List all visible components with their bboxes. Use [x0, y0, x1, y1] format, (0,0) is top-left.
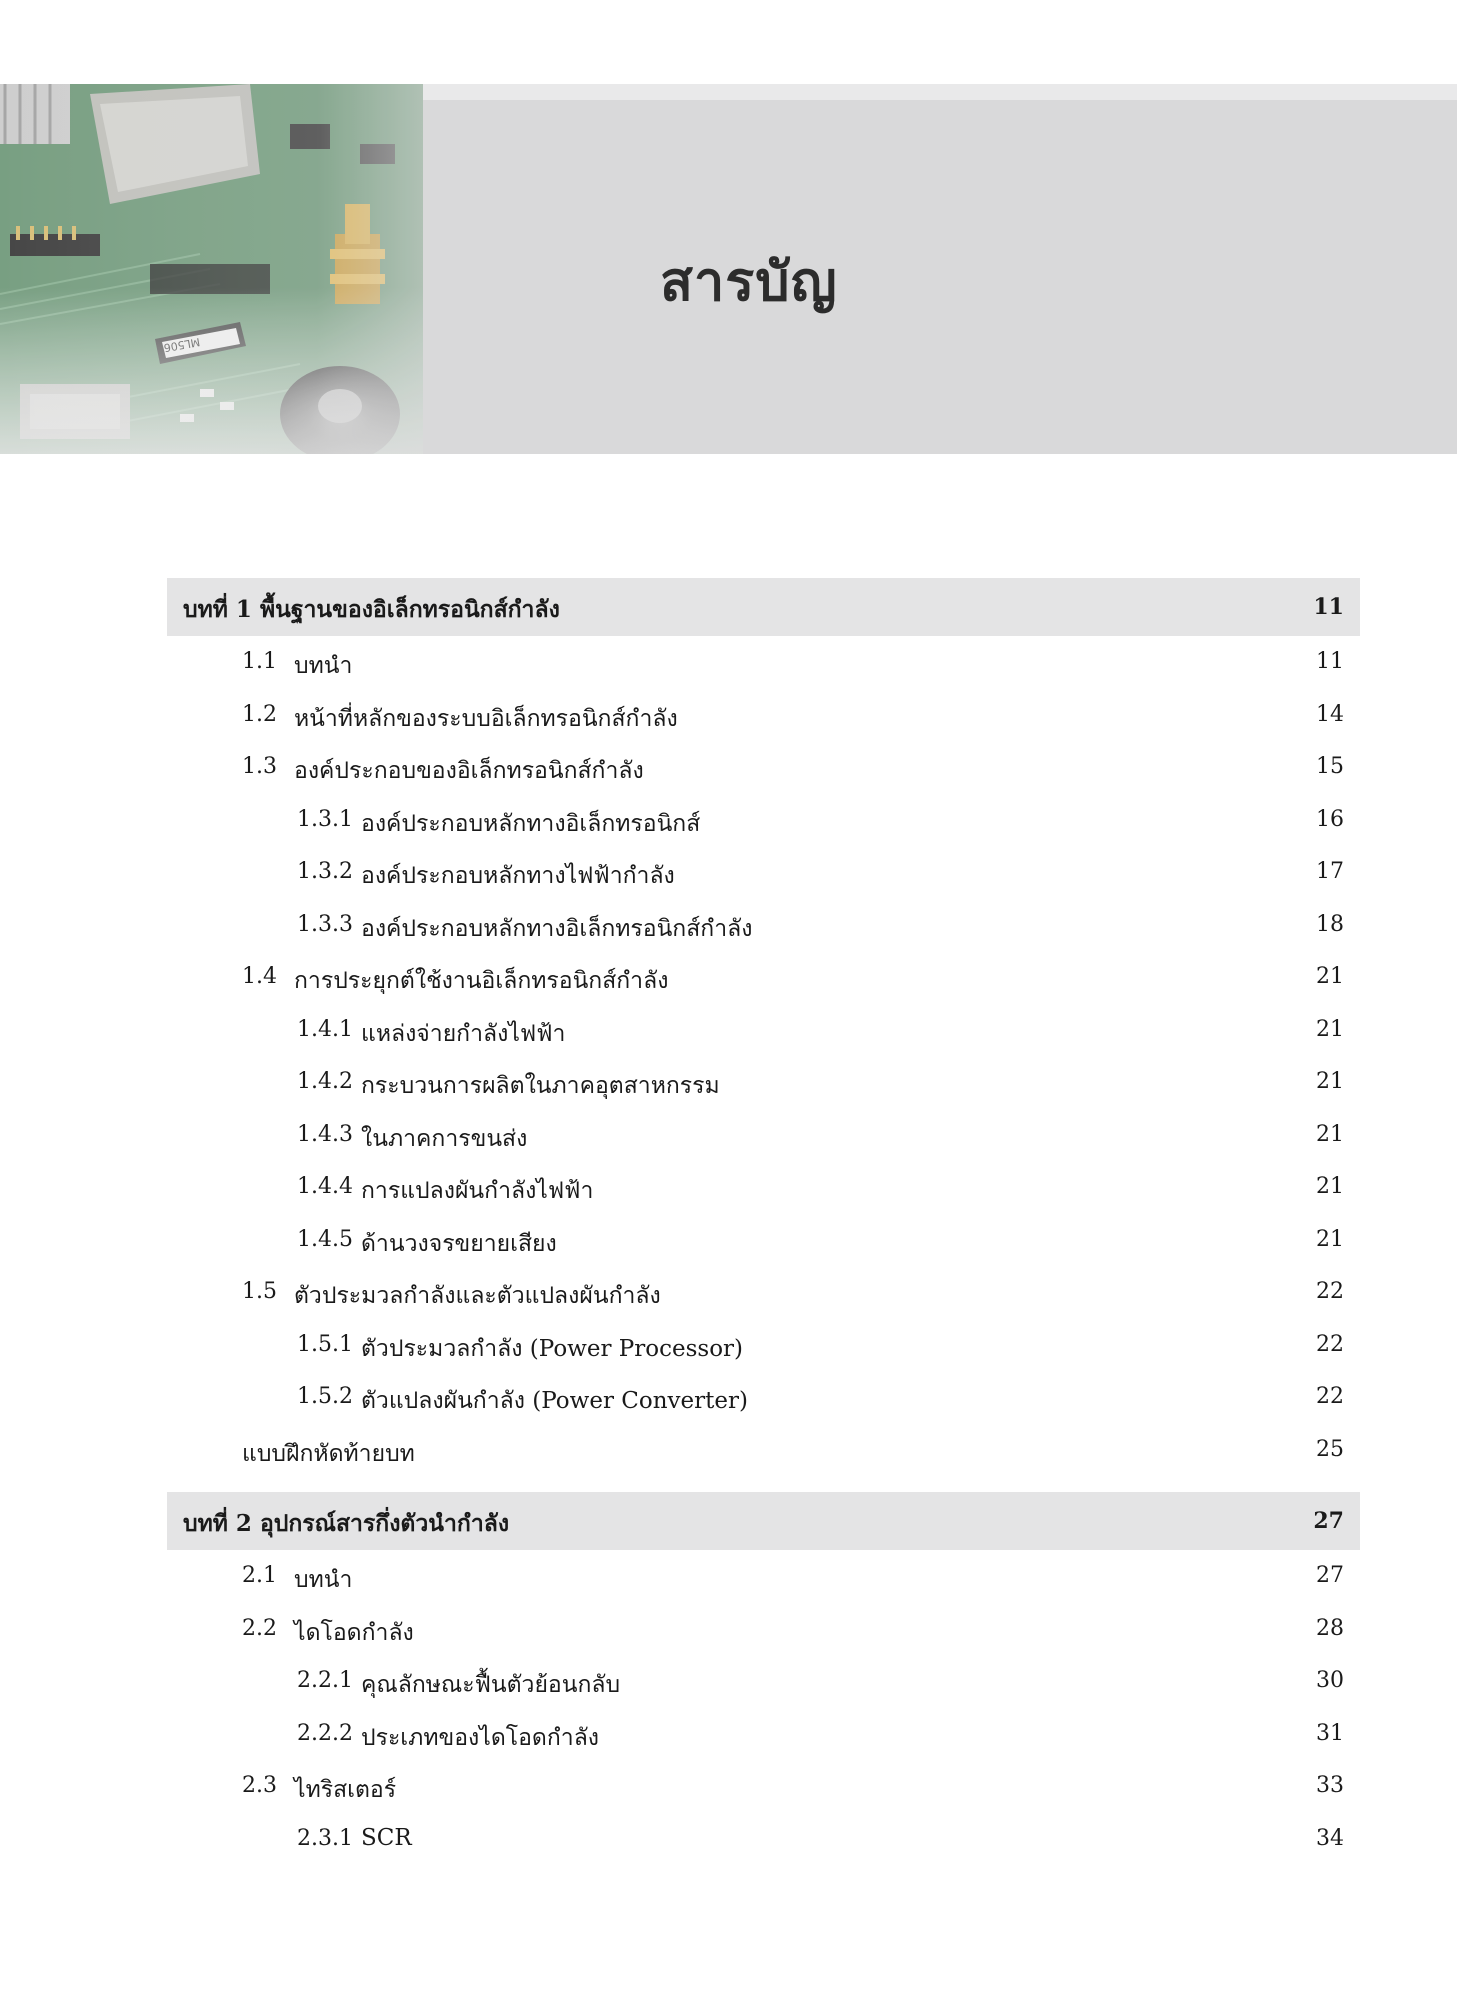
- section-number: 2.3: [242, 1773, 277, 1798]
- page-number: 22: [1316, 1331, 1344, 1357]
- toc-entry[interactable]: [167, 846, 1360, 899]
- section-number: 1.5.2: [297, 1384, 353, 1409]
- section-number: 1.4.5: [297, 1226, 353, 1252]
- toc-entry[interactable]: [167, 1109, 1360, 1162]
- toc-entry[interactable]: [167, 636, 1360, 689]
- page-number: 33: [1316, 1773, 1344, 1798]
- section-title: ตัวประมวลกำลังและตัวแปลงผันกำลัง: [294, 1283, 661, 1309]
- section-number: 1.5.1: [297, 1331, 353, 1357]
- page-number: 21: [1316, 1069, 1344, 1094]
- section-number: 2.2: [242, 1615, 277, 1641]
- page-number: 34: [1316, 1825, 1344, 1851]
- section-title: ประเภทของไดโอดกำลัง: [361, 1724, 600, 1751]
- page-number: 16: [1316, 806, 1344, 832]
- section-title: แบบฝึกหัดท้ายบท: [242, 1440, 415, 1467]
- page-number: 31: [1316, 1720, 1344, 1746]
- page-number: 21: [1316, 964, 1344, 989]
- page-number: 30: [1316, 1668, 1344, 1693]
- section-number: 1.4: [242, 964, 277, 989]
- page-number: 21: [1316, 1226, 1344, 1252]
- toc-entry[interactable]: [167, 1319, 1360, 1372]
- section-title: องค์ประกอบหลักทางไฟฟ้ากำลัง: [361, 863, 675, 889]
- section-title: การประยุกต์ใช้งานอิเล็กทรอนิกส์กำลัง: [294, 968, 669, 994]
- circuit-board-image: [0, 84, 423, 454]
- toc-entry[interactable]: [167, 1214, 1360, 1267]
- page-number: 28: [1316, 1615, 1344, 1641]
- toc-entry[interactable]: [167, 1760, 1360, 1813]
- page-number: 18: [1316, 911, 1344, 937]
- page-number: 27: [1316, 1563, 1344, 1588]
- toc-entry[interactable]: [167, 1813, 1360, 1866]
- section-title: คุณลักษณะฟื้นตัวย้อนกลับ: [361, 1672, 621, 1698]
- section-number: 1.4.4: [297, 1174, 353, 1199]
- section-title: การแปลงผันกำลังไฟฟ้า: [361, 1178, 594, 1204]
- section-title: หน้าที่หลักของระบบอิเล็กทรอนิกส์กำลัง: [294, 705, 678, 732]
- section-number: 1.5: [242, 1279, 277, 1304]
- section-number: 1.4.1: [297, 1016, 353, 1042]
- toc-entry[interactable]: [167, 1603, 1360, 1656]
- toc-entry[interactable]: [167, 1550, 1360, 1603]
- section-number: 1.3.2: [297, 859, 353, 884]
- section-number: 2.2.2: [297, 1720, 353, 1746]
- chapter-label: บทที่ 2 อุปกรณ์สารกึ่งตัวนำกำลัง: [183, 1510, 510, 1537]
- section-title: องค์ประกอบหลักทางอิเล็กทรอนิกส์: [361, 810, 701, 837]
- page-number: 14: [1316, 701, 1344, 727]
- section-title: SCR: [361, 1824, 412, 1851]
- page-number: 17: [1316, 859, 1344, 884]
- chapter-heading[interactable]: [167, 1492, 1360, 1550]
- section-title: องค์ประกอบหลักทางอิเล็กทรอนิกส์กำลัง: [361, 915, 753, 942]
- section-title: บทนำ: [294, 1567, 353, 1593]
- toc-entry[interactable]: [167, 899, 1360, 952]
- section-number: 1.3.3: [297, 911, 353, 937]
- section-number: 1.3.1: [297, 806, 353, 832]
- page-number: 27: [1313, 1508, 1344, 1534]
- toc-entry[interactable]: [167, 741, 1360, 794]
- section-title: ตัวประมวลกำลัง (Power Processor): [361, 1335, 744, 1362]
- section-number: 1.2: [242, 701, 277, 727]
- toc-entry-exercise[interactable]: [167, 1424, 1360, 1477]
- section-number: 1.4.3: [297, 1121, 353, 1147]
- toc-entry[interactable]: [167, 689, 1360, 742]
- page-number: 22: [1316, 1384, 1344, 1409]
- page-number: 15: [1316, 754, 1344, 779]
- section-number: 2.1: [242, 1563, 277, 1588]
- page-number: 25: [1316, 1436, 1344, 1462]
- toc-entry[interactable]: [167, 794, 1360, 847]
- toc-entry[interactable]: [167, 1161, 1360, 1214]
- page-title: สารบัญ: [660, 250, 838, 313]
- section-title: องค์ประกอบของอิเล็กทรอนิกส์กำลัง: [294, 758, 644, 784]
- toc-entry[interactable]: [167, 1056, 1360, 1109]
- section-title: บทนำ: [294, 653, 353, 679]
- chapter-label: บทที่ 1 พื้นฐานของอิเล็กทรอนิกส์กำลัง: [183, 596, 560, 623]
- section-title: ไดโอดกำลัง: [294, 1619, 414, 1646]
- table-of-contents: [167, 578, 1360, 1865]
- section-number: 1.4.2: [297, 1069, 353, 1094]
- section-number: 2.3.1: [297, 1825, 353, 1851]
- toc-entry[interactable]: [167, 1371, 1360, 1424]
- chapter-heading[interactable]: [167, 578, 1360, 636]
- page-number: 22: [1316, 1279, 1344, 1304]
- page-number: 11: [1313, 594, 1344, 620]
- section-number: 1.1: [242, 649, 277, 674]
- section-title: ตัวแปลงผันกำลัง (Power Converter): [361, 1388, 748, 1414]
- toc-entry[interactable]: [167, 1655, 1360, 1708]
- section-number: 1.3: [242, 754, 277, 779]
- page-number: 21: [1316, 1174, 1344, 1199]
- section-title: ด้านวงจรขยายเสียง: [361, 1230, 557, 1257]
- page-number: 21: [1316, 1016, 1344, 1042]
- section-title: กระบวนการผลิตในภาคอุตสาหกรรม: [361, 1073, 720, 1099]
- toc-entry[interactable]: [167, 1004, 1360, 1057]
- page-number: 11: [1316, 649, 1344, 674]
- toc-entry[interactable]: [167, 1708, 1360, 1761]
- section-number: 2.2.1: [297, 1668, 353, 1693]
- section-title: ในภาคการขนส่ง: [361, 1125, 528, 1152]
- toc-entry[interactable]: [167, 951, 1360, 1004]
- section-title: ไทริสเตอร์: [294, 1777, 397, 1803]
- page-number: 21: [1316, 1121, 1344, 1147]
- section-title: แหล่งจ่ายกำลังไฟฟ้า: [361, 1020, 566, 1047]
- toc-entry[interactable]: [167, 1266, 1360, 1319]
